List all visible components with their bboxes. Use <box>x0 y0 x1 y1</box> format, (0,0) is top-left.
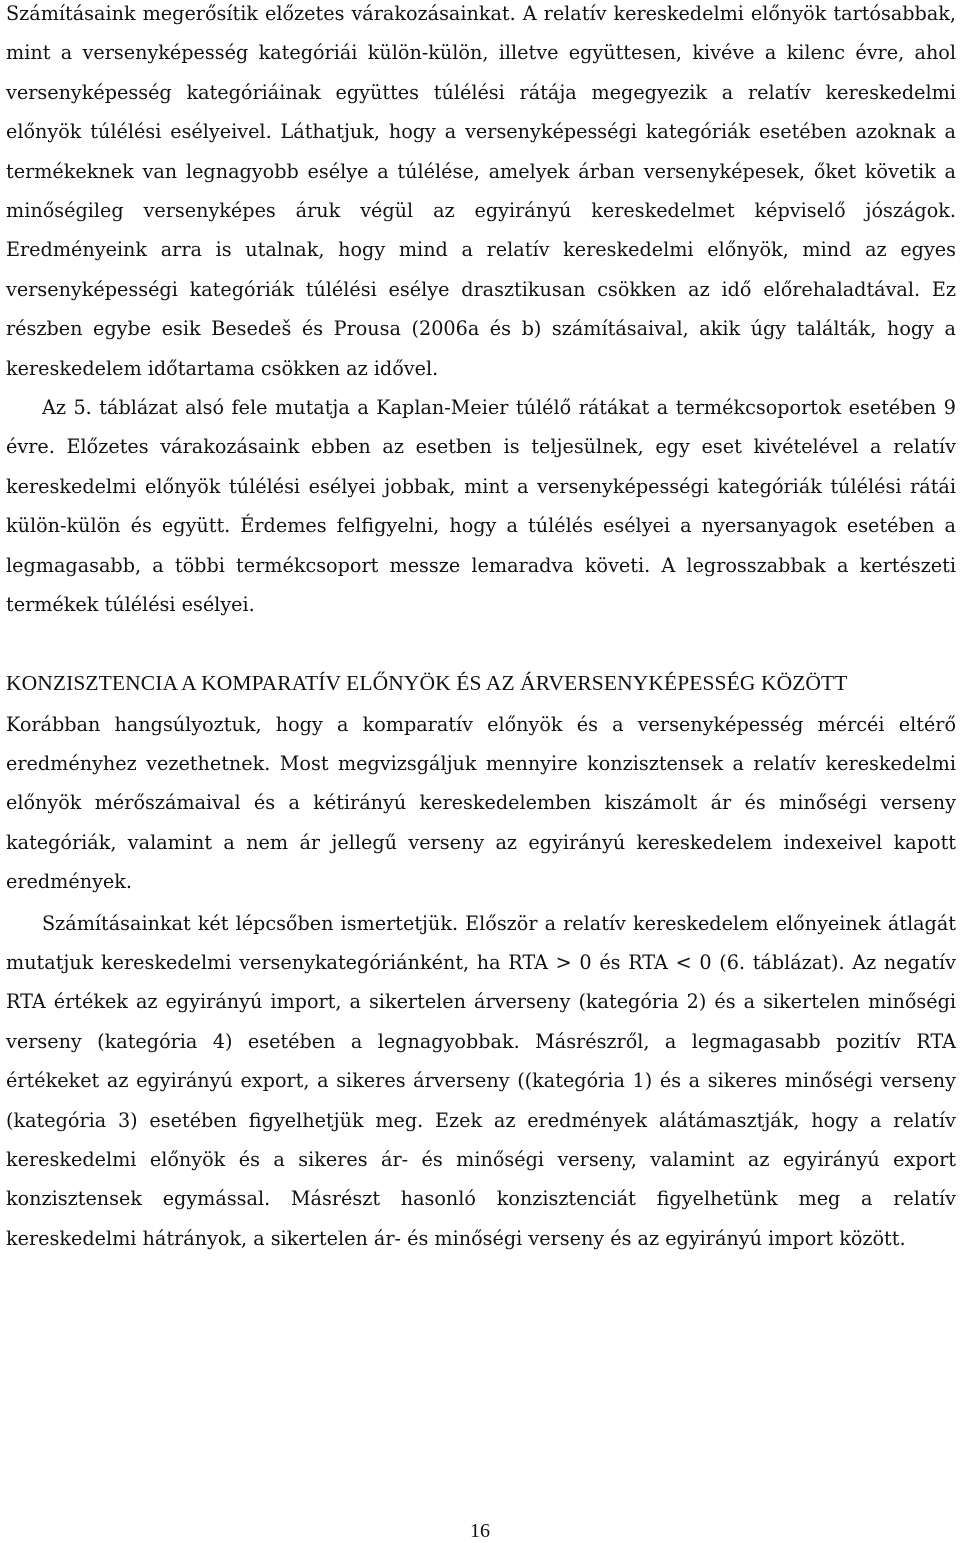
section-heading: KONZISZTENCIA A KOMPARATÍV ELŐNYÖK ÉS AZ ÁRVERSENYKÉPESSÉG KÖZÖTT <box>6 670 848 695</box>
page-number: 16 <box>470 1520 490 1542</box>
document-page <box>6 0 956 1258</box>
section-paragraph-2: Számításainkat két lépcsőben ismertetjük. Először a relatív kereskedelem előnyeinek átlagát mutatjuk kereskedelmi versenykategóriánként, ha RTA > 0 és RTA < 0 (6. táblázat). Az negatív RTA értékek az egyirányú import, a sikertelen árverseny (kategória 2) és a sikertelen minőségi verseny (kategória 4) esetében a legnagyobbak. Másrészről, a legmagasabb pozitív RTA értékeket az egyirányú export, a sikeres árverseny ((kategória 1) és a sikeres minőségi verseny (kategória 3) esetében figyelhetjük meg. Ezek az eredmények alátámasztják, hogy a relatív kereskedelmi előnyök és a sikeres ár- és minőségi verseny, valamint az egyirányú export konzisztensek egymással. Másrészt hasonló konzisztenciát figyelhetünk meg a relatív kereskedelmi hátrányok, a sikertelen ár- és minőségi verseny és az egyirányú import között. <box>6 911 956 1250</box>
section-paragraph-1: Korábban hangsúlyoztuk, hogy a komparatív előnyök és a versenyképesség mércéi eltérő eredményhez vezethetnek. Most megvizsgáljuk mennyire konzisztensek a relatív kereskedelmi előnyök mérőszámaival és a kétirányú kereskedelemben kiszámolt ár és minőségi verseny kategóriák, valamint a nem ár jellegű verseny az egyirányú kereskedelem indexeivel kapott eredmények. <box>6 712 956 894</box>
body-paragraph-2: Az 5. táblázat alsó fele mutatja a Kaplan-Meier túlélő rátákat a termékcsoportok esetében 9 évre. Előzetes várakozásaink ebben az esetben is teljesülnek, egy eset kivételével a relatív kereskedelmi előnyök túlélési esélyei jobbak, mint a versenyképességi kategóriák túlélési rátái külön-külön és együtt. Érdemes felfigyelni, hogy a túlélés esélyei a nyersanyagok esetében a legmagasabb, a többi termékcsoport messze lemaradva követi. A legrosszabbak a kertészeti termékek túlélési esélyei. <box>6 396 956 617</box>
body-paragraph-1: Számításaink megerősítik előzetes várakozásainkat. A relatív kereskedelmi előnyök tartósabbak, mint a versenyképesség kategóriái külön-külön, illetve együttesen, kivéve a kilenc évre, ahol versenyképesség kategóriáinak együttes túlélési rátája megegyezik a relatív kereskedelmi előnyök túlélési esélyeivel. Láthatjuk, hogy a versenyképességi kategóriák esetében azoknak a termékeknek van legnagyobb esélye a túlélése, amelyek árban versenyképesek, őket követik a minőségileg versenyképes áruk végül az egyirányú kereskedelmet képviselő jószágok. Eredményeink arra is utalnak, hogy mind a relatív kereskedelmi előnyök, mind az egyes versenyképességi kategóriák túlélési esélye drasztikusan csökken az idő előrehaladtával. Ez részben egybe esik Besedeš és Prousa (2006a és b) számításaival, akik úgy találták, hogy a kereskedelem időtartama csökken az idővel. <box>6 2 956 380</box>
